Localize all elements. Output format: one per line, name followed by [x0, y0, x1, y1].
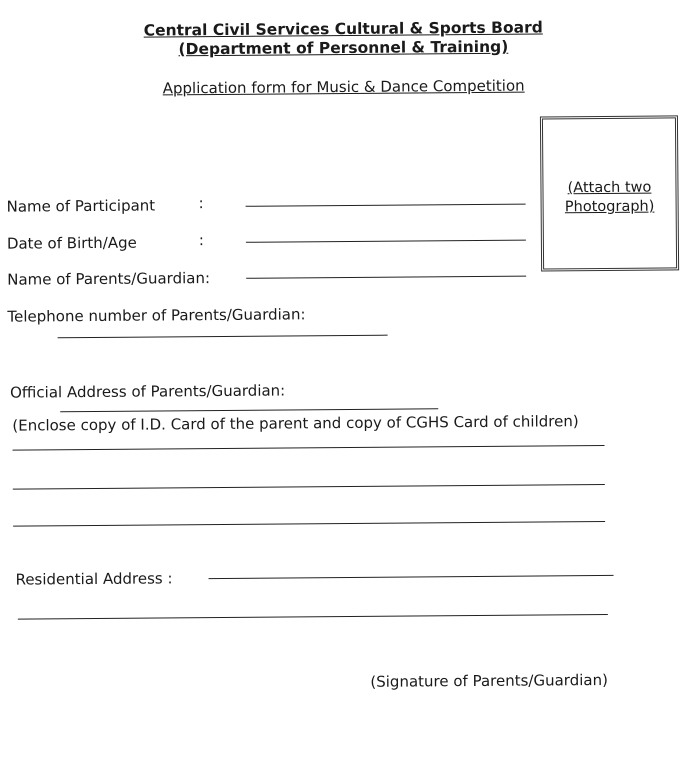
dob-age-label: Date of Birth/Age: [6, 233, 137, 253]
official-address-line-1[interactable]: [60, 408, 438, 412]
participant-name-field[interactable]: [246, 204, 526, 207]
residential-address-label: Residential Address :: [15, 569, 173, 589]
official-address-label: Official Address of Parents/Guardian:: [9, 381, 286, 402]
residential-address-line-2[interactable]: [18, 614, 608, 620]
department-title: (Department of Personnel & Training): [178, 37, 509, 59]
enclose-note: (Enclose copy of I.D. Card of the parent and copy of CGHS Card of children): [12, 412, 579, 435]
dob-age-field[interactable]: [246, 240, 526, 243]
official-address-line-2[interactable]: [13, 445, 605, 451]
participant-name-colon: :: [198, 194, 204, 213]
photo-instruction: [543, 178, 675, 217]
parents-name-field[interactable]: [246, 276, 526, 279]
official-address-line-4[interactable]: [13, 521, 605, 527]
residential-address-line-1[interactable]: [209, 575, 614, 579]
telephone-label: Telephone number of Parents/Guardian:: [7, 305, 306, 326]
signature-label: (Signature of Parents/Guardian): [370, 670, 608, 691]
parents-name-label: Name of Parents/Guardian:: [7, 269, 211, 289]
official-address-line-3[interactable]: [13, 484, 605, 490]
photo-instruction-line-1: (Attach two: [567, 179, 652, 197]
telephone-field[interactable]: [58, 335, 388, 339]
photo-box: [540, 115, 679, 271]
dob-age-colon: :: [198, 231, 205, 250]
form-title: Application form for Music & Dance Competition: [162, 76, 525, 98]
photo-instruction-line-2: Photograph): [564, 198, 655, 216]
board-title: Central Civil Services Cultural & Sports Board: [143, 18, 543, 40]
participant-name-label: Name of Participant: [6, 196, 156, 216]
